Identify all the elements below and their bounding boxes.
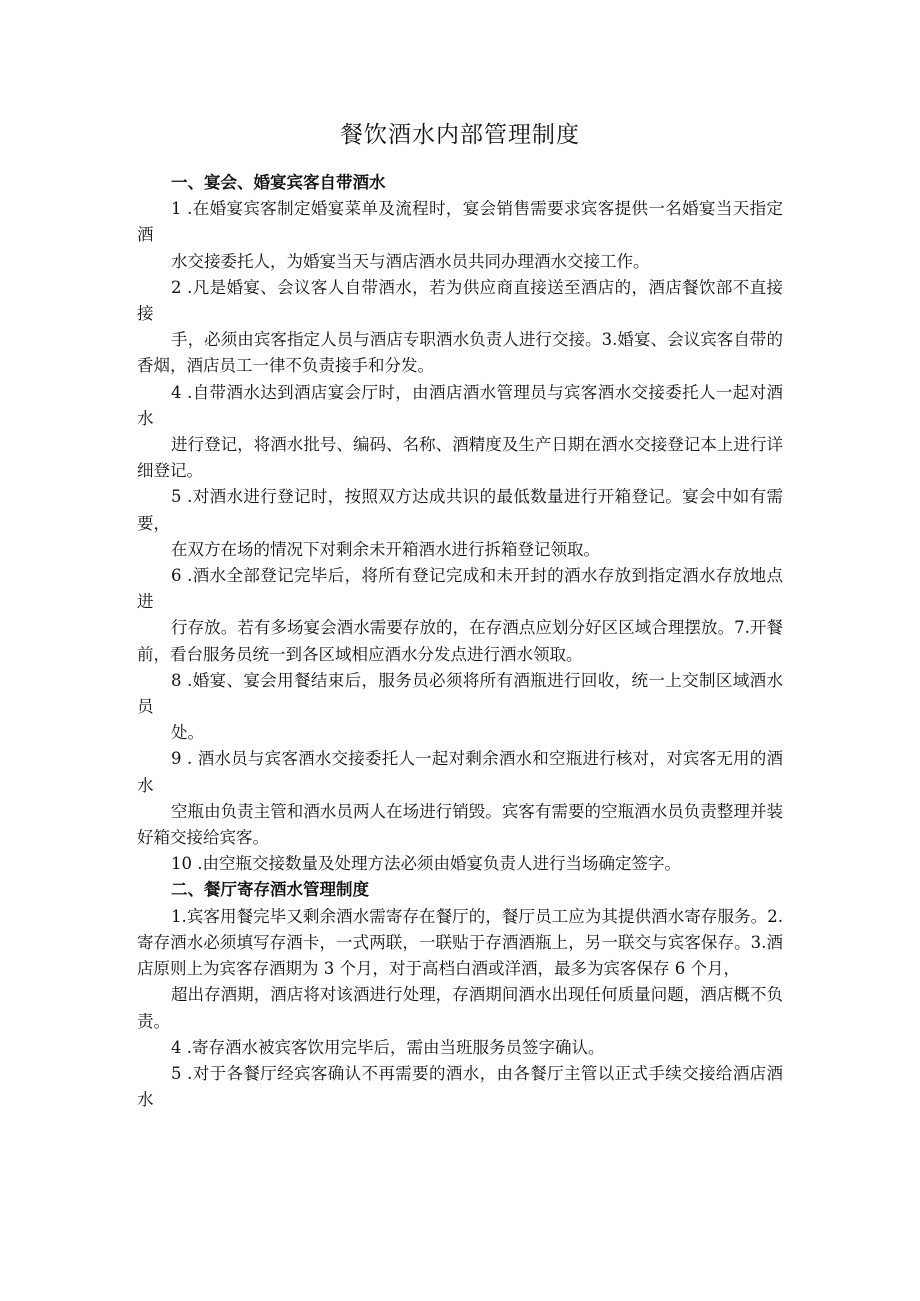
paragraph: 处。 xyxy=(171,723,204,743)
paragraph: 水交接委托人，为婚宴当天与酒店酒水员共同办理酒水交接工作。 xyxy=(171,251,650,271)
paragraph: 2 .凡是婚宴、会议客人自带酒水，若为供应商直接送至酒店的，酒店餐饮部不直接接 xyxy=(137,277,783,324)
paragraph: 空瓶由负责主管和酒水员两人在场进行销毁。宾客有需要的空瓶酒水员负责整理并装好箱交接给宾客。 xyxy=(137,801,783,848)
page-title: 餐饮酒水内部管理制度 xyxy=(340,122,580,148)
paragraph: 手，必须由宾客指定人员与酒店专职酒水负责人进行交接。3.婚宴、会议宾客自带的香烟，酒店员工一律不负责接手和分发。 xyxy=(137,330,783,376)
paragraph: 5 .对于各餐厅经宾客确认不再需要的酒水，由各餐厅主管以正式手续交接给酒店酒水 xyxy=(137,1063,783,1110)
paragraph: 1.宾客用餐完毕又剩余酒水需寄存在餐厅的，餐厅员工应为其提供酒水寄存服务。2.寄存酒水必须填写存酒卡，一式两联，一联贴于存酒酒瓶上，另一联交与宾客保存。3.酒店原则上为宾客存酒期为 3 个月，对于高档白酒或洋酒，最多为宾客保存 6 个月， xyxy=(137,906,783,979)
section-heading-1: 一、宴会、婚宴宾客自带酒水 xyxy=(171,173,386,192)
paragraph: 行存放。若有多场宴会酒水需要存放的，在存酒点应划分好区区域合理摆放。7.开餐前，看台服务员统一到各区域相应酒水分发点进行酒水领取。 xyxy=(137,618,783,664)
paragraph: 4 .寄存酒水被宾客饮用完毕后，需由当班服务员签字确认。 xyxy=(171,1037,605,1057)
section-heading-2: 二、餐厅寄存酒水管理制度 xyxy=(171,880,369,900)
document-body xyxy=(137,170,783,1113)
paragraph: 8 .婚宴、宴会用餐结束后，服务员必须将所有酒瓶进行回收，统一上交制区域酒水员 xyxy=(137,670,783,717)
paragraph: 5 .对酒水进行登记时，按照双方达成共识的最低数量进行开箱登记。宴会中如有需要， xyxy=(137,487,783,533)
paragraph: 4 .自带酒水达到酒店宴会厅时，由酒店酒水管理员与宾客酒水交接委托人一起对酒水 xyxy=(137,382,783,428)
paragraph: 进行登记，将酒水批号、编码、名称、酒精度及生产日期在酒水交接登记本上进行详细登记。 xyxy=(137,435,783,481)
paragraph: 1 .在婚宴宾客制定婚宴菜单及流程时，宴会销售需要求宾客提供一名婚宴当天指定酒 xyxy=(137,199,783,245)
paragraph: 9 . 酒水员与宾客酒水交接委托人一起对剩余酒水和空瓶进行核对，对宾客无用的酒水 xyxy=(137,749,783,795)
paragraph: 超出存酒期，酒店将对该酒进行处理，存酒期间酒水出现任何质量问题，酒店概不负责。 xyxy=(137,985,783,1031)
paragraph: 10 .由空瓶交接数量及处理方法必须由婚宴负责人进行当场确定签字。 xyxy=(171,854,681,874)
paragraph: 6 .酒水全部登记完毕后，将所有登记完成和未开封的酒水存放到指定酒水存放地点进 xyxy=(137,566,783,612)
paragraph: 在双方在场的情况下对剩余未开箱酒水进行拆箱登记领取。 xyxy=(171,539,600,559)
